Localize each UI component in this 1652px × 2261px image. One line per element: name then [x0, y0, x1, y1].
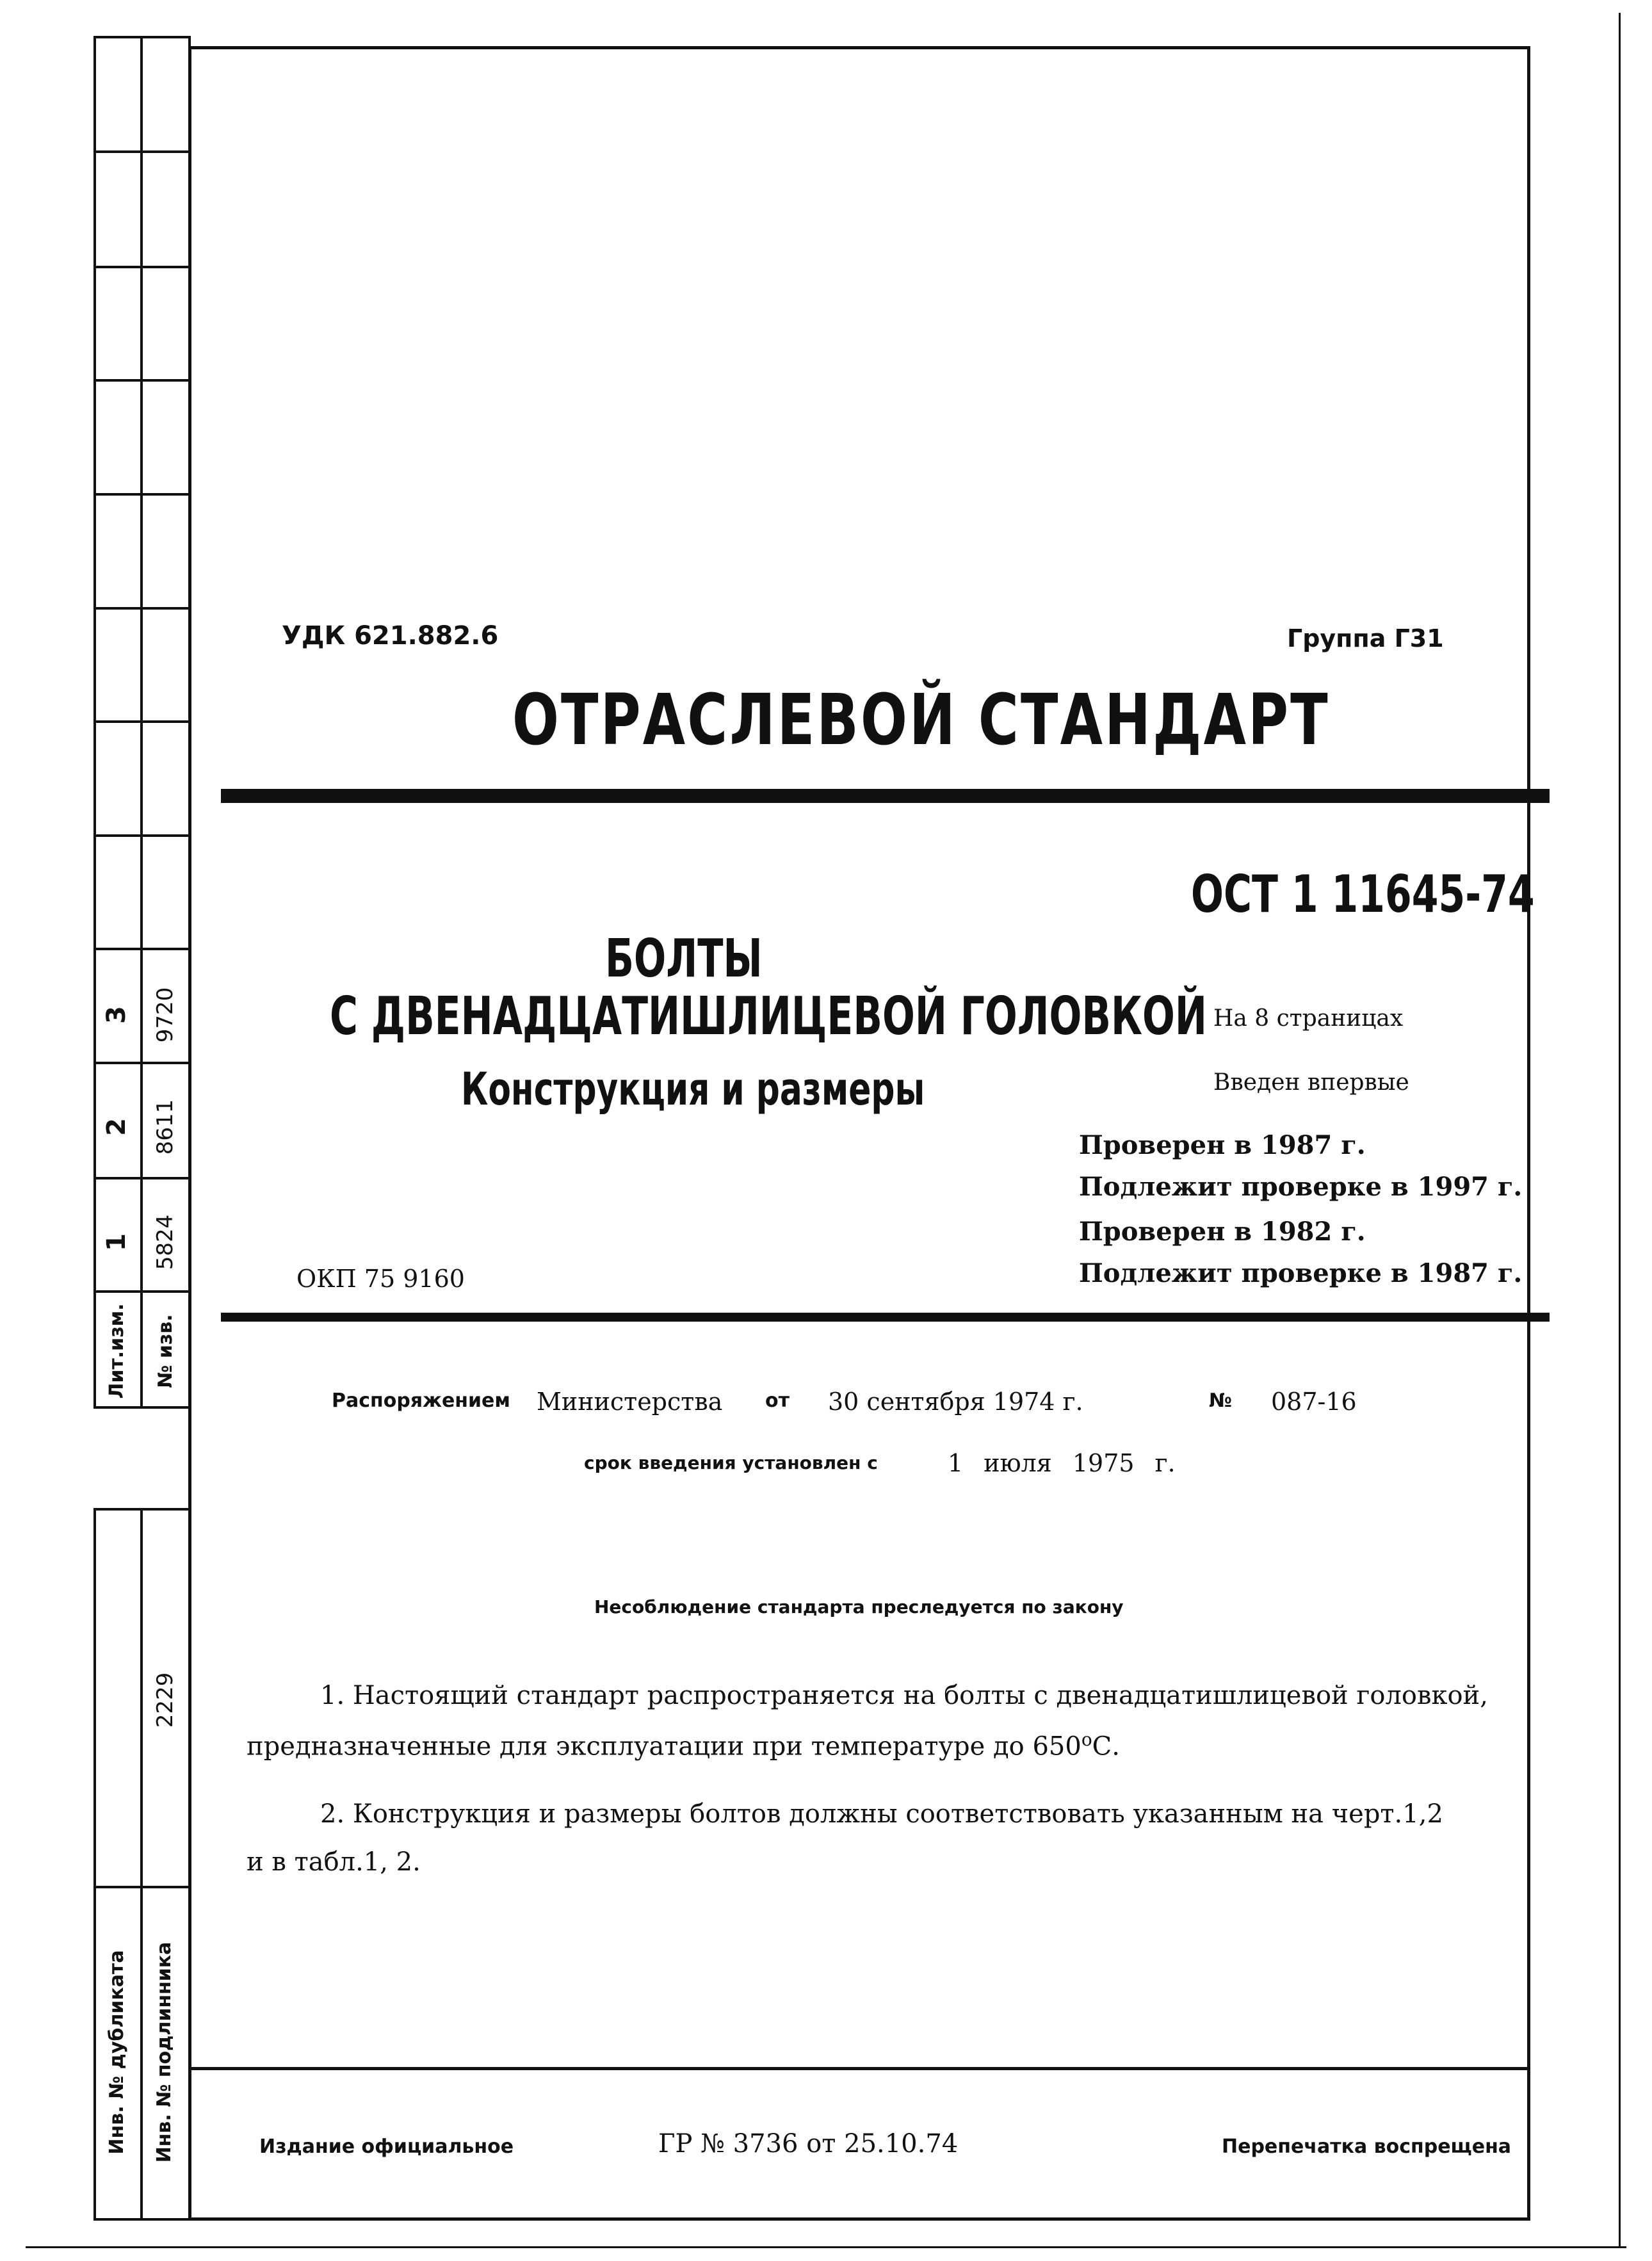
- stamp-row-line: [93, 1290, 191, 1293]
- stamp-col2-9720: 9720: [152, 987, 178, 1043]
- clause-1-line-2-unit: С.: [1092, 1731, 1120, 1762]
- stamp-row-line: [93, 1062, 191, 1064]
- clause-2-line-1: 2. Конструкция и размеры болтов должны соответствовать указанным на черт.1,2: [320, 1799, 1443, 1829]
- order-label: Распоряжением: [332, 1390, 510, 1412]
- stamp-lower-value: 2229: [152, 1672, 178, 1728]
- stamp-row-line: [93, 150, 191, 153]
- order-number: 087-16: [1271, 1388, 1357, 1416]
- stamp-col2-label: № изв.: [154, 1314, 177, 1388]
- document-title: ОТРАСЛЕВОЙ СТАНДАРТ: [512, 679, 1330, 761]
- stamp-col2-8611: 8611: [152, 1099, 178, 1155]
- stamp-orig-label: Инв. № подлинника: [152, 1941, 175, 2163]
- degree-sign: о: [1081, 1729, 1092, 1750]
- term-date: 1 июля 1975 г.: [948, 1449, 1176, 1477]
- title-rule: [221, 789, 1550, 803]
- order-date: 30 сентября 1974 г.: [828, 1388, 1083, 1416]
- stamp-row-line: [93, 948, 191, 950]
- stamp-col1-2: 2: [102, 1118, 131, 1136]
- okp-code: ОКП 75 9160: [296, 1265, 465, 1293]
- stamp-row-line: [93, 720, 191, 723]
- outer-border-bottom: [26, 2246, 1626, 2248]
- group-code: Группа Г31: [1287, 624, 1444, 652]
- order-number-sign: №: [1209, 1390, 1233, 1412]
- stamp-row-line: [93, 834, 191, 837]
- stamp-col1-label: Лит.изм.: [105, 1303, 128, 1399]
- clause-1-line-2-text: предназначенные для эксплуатации при температуре до 650: [247, 1731, 1081, 1762]
- stamp-row-line: [93, 1177, 191, 1179]
- stamp-row-line: [93, 379, 191, 382]
- footer-rule: [188, 2067, 1530, 2070]
- clause-1-line-2: [247, 1729, 1120, 1761]
- stamp-lower-row-line: [93, 1886, 191, 1888]
- clause-2-line-2: и в табл.1, 2.: [247, 1847, 421, 1877]
- next-check-1997: Подлежит проверке в 1997 г.: [1079, 1172, 1523, 1202]
- official-edition: Издание официальное: [259, 2135, 514, 2158]
- term-label: срок введения установлен с: [584, 1452, 878, 1473]
- stamp-dup-label: Инв. № дубликата: [105, 1950, 128, 2155]
- stamp-col2-5824: 5824: [152, 1214, 178, 1270]
- reprint-prohibited: Перепечатка воспрещена: [1222, 2135, 1512, 2158]
- stamp-row-line: [93, 607, 191, 610]
- standard-name-line3: Конструкция и размеры: [461, 1063, 925, 1115]
- stamp-row-line: [93, 266, 191, 268]
- stamp-col1-1: 1: [102, 1233, 131, 1251]
- standard-name-line2: С ДВЕНАДЦАТИШЛИЦЕВОЙ ГОЛОВКОЙ: [330, 986, 1207, 1047]
- ost-number: ОСТ 1 11645-74: [1191, 864, 1535, 924]
- order-from: от: [765, 1390, 790, 1412]
- info-rule: [221, 1313, 1550, 1322]
- checked-1987: Проверен в 1987 г.: [1079, 1130, 1366, 1160]
- udk-code: УДК 621.882.6: [282, 621, 499, 651]
- stamp-row-line: [93, 493, 191, 496]
- order-ministry: Министерства: [537, 1388, 723, 1416]
- pages-count: На 8 страницах: [1213, 1005, 1404, 1032]
- clause-1-line-1: 1. Настоящий стандарт распространяется на болты с двенадцатишлицевой головкой,: [320, 1681, 1488, 1710]
- standard-name-line1: БОЛТЫ: [605, 928, 763, 989]
- legal-notice: Несоблюдение стандарта преследуется по закону: [594, 1596, 1124, 1617]
- outer-border-right: [1619, 13, 1621, 2248]
- next-check-1987: Подлежит проверке в 1987 г.: [1079, 1258, 1523, 1288]
- introduced-note: Введен впервые: [1213, 1069, 1409, 1096]
- checked-1982: Проверен в 1982 г.: [1079, 1217, 1366, 1247]
- stamp-col1-3: 3: [102, 1006, 131, 1024]
- registration-number: ГР № 3736 от 25.10.74: [658, 2129, 959, 2159]
